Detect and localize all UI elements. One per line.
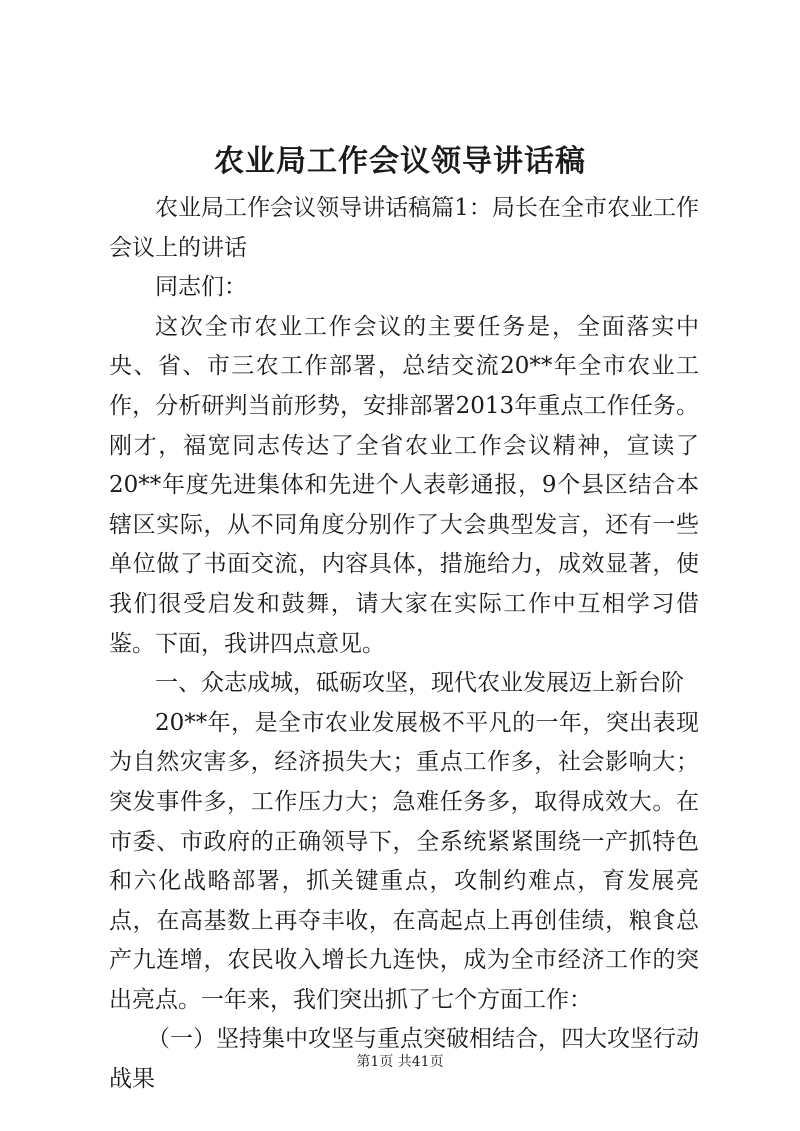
subsection-heading-1: （一）坚持集中攻坚与重点突破相结合，四大攻坚行动战果 — [109, 1026, 699, 1093]
paragraph-heading-source: 农业局工作会议领导讲话稿篇1：局长在全市农业工作会议上的讲话 — [109, 195, 699, 261]
section-heading-1: 一、众志成城，砥砺攻坚，现代农业发展迈上新台阶 — [155, 670, 684, 697]
page-number-footer: 第1页 共41页 — [356, 1054, 444, 1070]
paragraph-review: 20**年，是全市农业发展极不平凡的一年，突出表现为自然灾害多，经济损失大；重点工作多，社会影响大；突发事件多，工作压力大；急难任务多，取得成效大。在市委、市政府的正确领导下，全系统紧紧围绕一产抓特色和六化战略部署，抓关键重点，攻制约难点，育发展亮点，在高基数上再夺丰收，在高起点上再创佳绩，粮食总产九连增，农民收入增长九连快，成为全市经济工作的突出亮点。一年来，我们突出抓了七个方面工作： — [109, 709, 699, 1013]
paragraph-introduction: 这次全市农业工作会议的主要任务是，全面落实中央、省、市三农工作部署，总结交流20**年全市农业工作，分析研判当前形势，安排部署2013年重点工作任务。刚才，福宽同志传达了全省农业工作会议精神，宣读了20**年度先进集体和先进个人表彰通报，9个县区结合本辖区实际，从不同角度分别作了大会典型发言，还有一些单位做了书面交流，内容具体，措施给力，成效显著，使我们很受启发和鼓舞，请大家在实际工作中互相学习借鉴。下面，我讲四点意见。 — [109, 313, 699, 657]
document-body — [109, 189, 699, 1100]
document-title: 农业局工作会议领导讲话稿 — [214, 144, 586, 179]
paragraph-salutation: 同志们： — [155, 274, 247, 301]
